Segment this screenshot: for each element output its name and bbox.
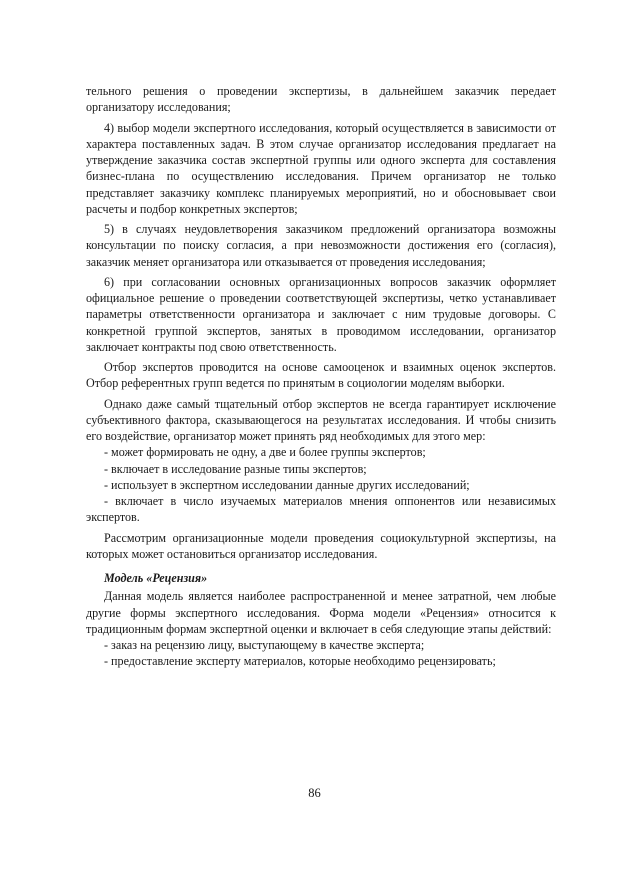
section-heading: Модель «Рецензия» (104, 571, 208, 585)
page-number: 86 (308, 786, 321, 800)
measure-item: - включает в исследование разные типы экспертов; (104, 461, 367, 476)
measure-item: - может формировать не одну, а две и более группы экспертов; (104, 445, 426, 460)
document-page (86, 83, 556, 670)
section-step: - предоставление эксперту материалов, которые необходимо рецензировать; (104, 654, 496, 669)
paragraph-continuation: тельного решения о проведении экспертизы, в дальнейшем заказчик передает организатору исследования; (86, 84, 556, 115)
paragraph-models-intro: Рассмотрим организационные модели проведения социокультурной экспертизы, на которых может остановиться организатор исследования. (86, 530, 556, 561)
section-step: - заказ на рецензию лицу, выступающему в качестве эксперта; (104, 638, 425, 652)
paragraph-item-4: 4) выбор модели экспертного исследования, который осуществляется в зависимости от характера поставленных задач. В этом случае организатор исследования предлагает на утверждение заказчика состав экспертной группы или одного эксперта для составления бизнес-плана по осуществлению исследования. Причем организатор не только представляет заказчику комплекс планируемых мероприятий, но и обосновывает свои расчеты и подбор конкретных экспертов; (86, 120, 556, 216)
section-intro: Данная модель является наиболее распространенной и менее затратной, чем любые другие формы экспертного исследования. Форма модели «Рецензия» относится к традиционным формам экспертной оценки и включает в себя следующие этапы действий: (86, 589, 556, 636)
paragraph-subjectivity: Однако даже самый тщательный отбор экспертов не всегда гарантирует исключение субъективного фактора, сказывающегося на результатах исследования. И чтобы снизить его воздействие, организатор может принять ряд необходимых для этого мер: (86, 396, 556, 443)
measure-item: - использует в экспертном исследовании данные других исследований; (104, 477, 470, 492)
paragraph-item-6: 6) при согласовании основных организационных вопросов заказчик оформляет официальное решение о проведении соответствующей экспертизы, четко устанавливает параметры ответственности организатора и заключает с ним трудовые договоры. С конкретной группой экспертов, занятых в проводимом исследовании, организатор заключает контракты под свою ответственность. (86, 274, 556, 354)
paragraph-item-5: 5) в случаях неудовлетворения заказчиком предложений организатора возможны консультации по поиску согласия, а при невозможности достижения его (согласия), заказчик меняет организатора или отказывается от проведения исследования; (86, 222, 556, 269)
measure-item: - включает в число изучаемых материалов мнения оппонентов или независимых экспертов. (86, 494, 556, 525)
paragraph-expert-selection: Отбор экспертов проводится на основе самооценок и взаимных оценок экспертов. Отбор референтных групп ведется по принятым в социологии моделям выборки. (86, 360, 556, 391)
